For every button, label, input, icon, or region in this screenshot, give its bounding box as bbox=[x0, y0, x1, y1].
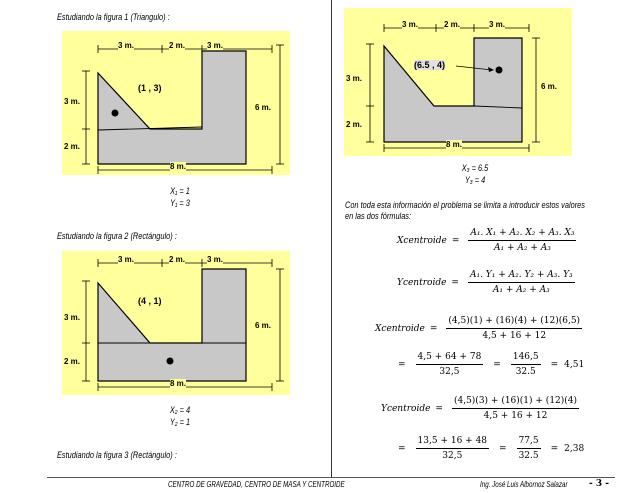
calc-y-steps: = $\frac{13,5 + 16 + 48}{32,5}$ = $\frac{77,5}{32.5}$ = 2,38 bbox=[398, 436, 585, 461]
fig1-heading: Estudiando la figura 1 (Triangulo) : bbox=[57, 12, 170, 22]
dim-top-2-fig3: 2 m. bbox=[444, 20, 461, 29]
formula-y-fraction bbox=[468, 270, 575, 295]
fig3-result-y: Y₃ = 4 bbox=[464, 175, 486, 185]
calc-x-step2-den: 32.5 bbox=[515, 367, 536, 377]
formula-y-denominator: A₁ + A₂ + A₃ bbox=[492, 285, 550, 295]
formula-y: Ycentroide = $\frac{\text{A₁. Y₁ + A₂. Y₂ + A₃. Y₃}}{\text{A₁ + A₂ + A₃}}$ bbox=[397, 270, 573, 295]
dim-left-upper: 3 m. bbox=[64, 97, 81, 106]
dim-top-3-fig2: 3 m. bbox=[207, 255, 224, 264]
dim-left-lower-fig2: 2 m. bbox=[64, 357, 81, 366]
formula-y-numerator: A₁. Y₁ + A₂. Y₂ + A₃. Y₃ bbox=[468, 270, 575, 283]
calc-y-numerator: (4,5)(3) + (16)(1) + (12)(4) bbox=[452, 396, 579, 409]
calc-x-steps: = $\frac{4,5 + 64 + 78}{32,5}$ = $\frac{146,5}{32.5}$ = 4,51 bbox=[398, 352, 585, 377]
dim-top-1-fig2: 3 m. bbox=[118, 255, 135, 264]
fig3-point-label: (6.5 , 4) bbox=[414, 60, 446, 70]
dim-bottom: 8 m. bbox=[170, 162, 187, 171]
dim-bottom-fig2: 8 m. bbox=[170, 379, 187, 388]
calc-y-step2 bbox=[517, 436, 541, 461]
calc-x-step1 bbox=[416, 352, 484, 377]
calc-x: Xcentroide = $\frac{(4,5)(1) + (16)(4) + (12)(6,5)}{4,5 + 16 + 12}$ bbox=[375, 316, 581, 341]
calc-y-fraction bbox=[452, 396, 579, 421]
column-divider bbox=[331, 0, 332, 478]
calc-x-step2-num: 146,5 bbox=[511, 352, 541, 365]
intro-line-2: en las dos fórmulas: bbox=[345, 211, 412, 221]
calc-x-result: 4,51 bbox=[564, 359, 585, 370]
dim-right-fig3: 6 m. bbox=[541, 82, 558, 91]
dim-top-3-fig3: 3 m. bbox=[489, 20, 506, 29]
footer-author: Ing. José Luis Albornoz Salazar bbox=[480, 480, 568, 489]
footer-rule bbox=[47, 477, 615, 478]
dim-top-1-fig3: 3 m. bbox=[402, 20, 419, 29]
calc-y: Ycentroide = $\frac{(4,5)(3) + (16)(1) + (12)(4)}{4,5 + 16 + 12}$ bbox=[381, 396, 578, 421]
fig3-result-x: X₃ = 6.5 bbox=[461, 163, 489, 173]
fig2-heading: Estudiando la figura 2 (Rectángulo) : bbox=[57, 231, 177, 241]
formula-y-lhs: Ycentroide bbox=[397, 277, 447, 288]
fig3-heading: Estudiando la figura 3 (Rectángulo) : bbox=[57, 450, 177, 460]
calc-y-lhs: Ycentroide bbox=[381, 403, 431, 414]
calc-y-step1 bbox=[416, 436, 489, 461]
dim-top-2: 2 m. bbox=[169, 41, 186, 50]
calc-y-step2-den: 32.5 bbox=[518, 451, 539, 461]
calc-y-step2-num: 77,5 bbox=[517, 436, 541, 449]
figure-3-drawing bbox=[344, 8, 572, 156]
calc-x-step1-num: 4,5 + 64 + 78 bbox=[416, 352, 484, 365]
dim-right: 6 m. bbox=[255, 103, 272, 112]
figure-2-rectangle bbox=[62, 251, 290, 395]
formula-x: Xcentroide = $\frac{\text{A₁. X₁ + A₂. X₂ + A₃. X₃}}{\text{A₁ + A₂ + A₃}}$ bbox=[397, 228, 575, 253]
calc-x-denominator: 4,5 + 16 + 12 bbox=[482, 331, 547, 341]
dim-left-upper-fig3: 3 m. bbox=[346, 74, 363, 83]
fig1-result-y: Y₁ = 3 bbox=[170, 198, 190, 208]
fig1-point-label: (1 , 3) bbox=[138, 83, 162, 93]
dim-left-lower: 2 m. bbox=[64, 142, 81, 151]
calc-y-step1-den: 32,5 bbox=[442, 451, 463, 461]
calc-y-step1-num: 13,5 + 16 + 48 bbox=[416, 436, 489, 449]
dim-left-upper-fig2: 3 m. bbox=[64, 313, 81, 322]
calc-x-step2 bbox=[511, 352, 541, 377]
footer-title: CENTRO DE GRAVEDAD, CENTRO DE MASA Y CENTROIDE bbox=[168, 480, 345, 489]
fig1-result-x: X₁ = 1 bbox=[170, 186, 190, 196]
formula-x-denominator: A₁ + A₂ + A₃ bbox=[494, 243, 551, 253]
formula-x-numerator: A₁. X₁ + A₂. X₂ + A₃. X₃ bbox=[468, 228, 576, 241]
formula-x-fraction bbox=[468, 228, 576, 253]
calc-x-lhs: Xcentroide bbox=[375, 323, 425, 334]
dim-top-2-fig2: 2 m. bbox=[169, 255, 186, 264]
figure-1-triangle bbox=[62, 31, 290, 175]
calc-y-denominator: 4,5 + 16 + 12 bbox=[483, 411, 548, 421]
fig2-result-x: X₂ = 4 bbox=[169, 405, 191, 415]
formula-x-lhs: Xcentroide bbox=[397, 235, 447, 246]
dim-left-lower-fig3: 2 m. bbox=[346, 120, 363, 129]
calc-x-step1-den: 32,5 bbox=[439, 367, 460, 377]
dim-top-1: 3 m. bbox=[118, 41, 135, 50]
dim-bottom-fig3: 8 m. bbox=[446, 140, 463, 149]
dim-right-fig2: 6 m. bbox=[255, 321, 272, 330]
calc-y-result: 2,38 bbox=[564, 443, 585, 454]
calc-x-fraction bbox=[446, 316, 582, 341]
fig2-result-y: Y₂ = 1 bbox=[169, 417, 191, 427]
page-number: - 3 - bbox=[589, 479, 609, 489]
calc-x-numerator: (4,5)(1) + (16)(4) + (12)(6,5) bbox=[446, 316, 582, 329]
fig2-point-label: (4 , 1) bbox=[138, 296, 162, 306]
figure-3-rectangle bbox=[344, 8, 572, 156]
dim-top-3: 3 m. bbox=[207, 41, 224, 50]
intro-line-1: Con toda esta información el problema se limita a introducir estos valores bbox=[345, 200, 585, 210]
